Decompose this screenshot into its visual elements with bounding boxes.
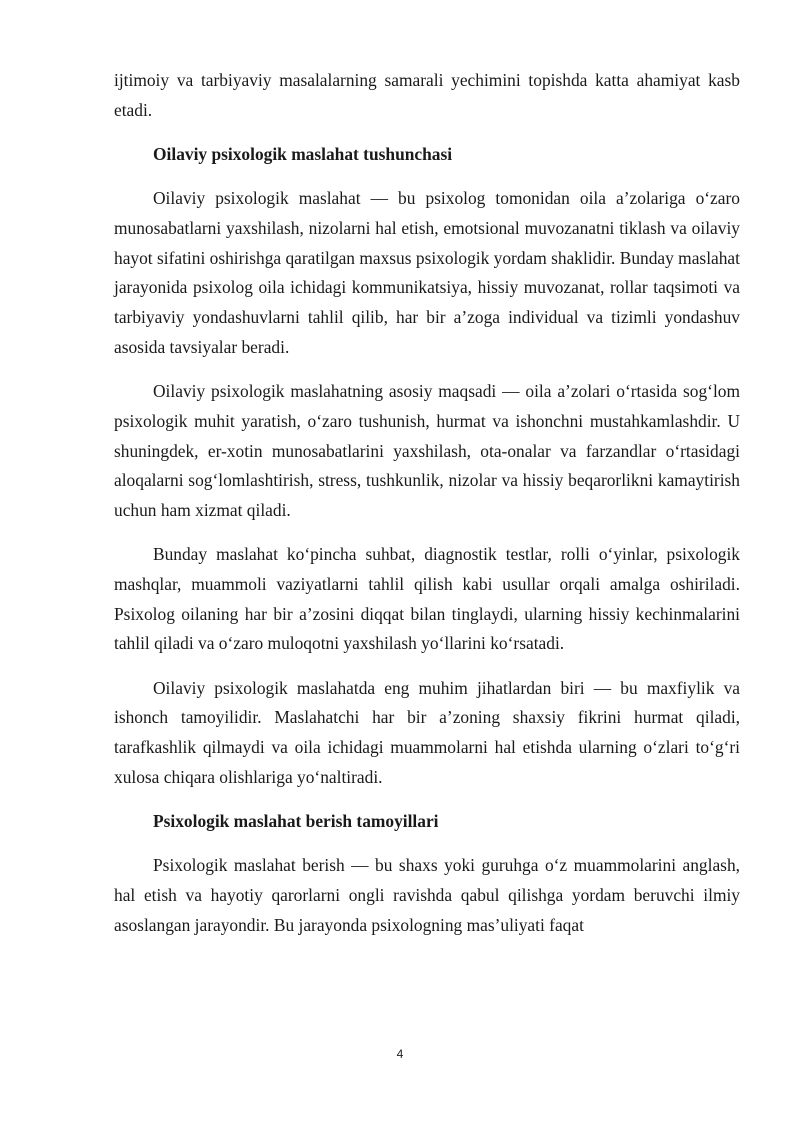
section-heading-family-counseling-concept: Oilaviy psixologik maslahat tushunchasi — [153, 144, 453, 164]
section-heading-counseling-principles: Psixologik maslahat berish tamoyillari — [153, 811, 439, 832]
continuation-paragraph: ijtimoiy va tarbiyaviy masalalarning samarali yechimini topishda katta ahamiyat kasb etadi. — [114, 70, 740, 120]
paragraph-counseling-definition: Psixologik maslahat berish — bu shaxs yoki guruhga o‘z muammolarini anglash, hal etish va hayotiy qarorlarni ongli ravishda qabul qilishga yordam beruvchi ilmiy asoslangan jarayondir. Bu jarayonda psixologning mas’uliyati faqat — [114, 855, 740, 935]
paragraph-main-goal: Oilaviy psixologik maslahatning asosiy maqsadi — oila a’zolari o‘rtasida sog‘lom psixologik muhit yaratish, o‘zaro tushunish, hurmat va ishonchni mustahkamlashdir. U shuningdek, er-xotin munosabatlarini yaxshilash, ota-onalar va farzandlar o‘rtasidagi aloqalarni sog‘lomlashtirish, stress, tushkunlik, nizolar va hissiy beqarorlikni kamaytirish uchun ham xizmat qiladi. — [114, 381, 740, 520]
paragraph-definition: Oilaviy psixologik maslahat — bu psixolog tomonidan oila a’zolariga o‘zaro munosabatlarni yaxshilash, nizolarni hal etish, emotsional muvozanatni tiklash va oilaviy hayot sifatini oshirishga qaratilgan maxsus psixologik yordam shaklidir. Bunday maslahat jarayonida psixolog oila ichidagi kommunikatsiya, hissiy muvozanat, rollar taqsimoti va tarbiyaviy yondashuvlarni tahlil qilib, har bir a’zoga individual va tizimli yondashuv asosida tavsiyalar beradi. — [114, 188, 740, 357]
document-page — [114, 66, 740, 955]
page-number: 4 — [396, 1047, 404, 1061]
paragraph-methods: Bunday maslahat ko‘pincha suhbat, diagnostik testlar, rolli o‘yinlar, psixologik mashqlar, muammoli vaziyatlarni tahlil qilish kabi usullar orqali amalga oshiriladi. Psixolog oilaning har bir a’zosini diqqat bilan tinglaydi, ularning hissiy kechinmalarini tahlil qiladi va o‘zaro muloqotni yaxshilash yo‘llarini ko‘rsatadi. — [114, 544, 740, 654]
paragraph-confidentiality: Oilaviy psixologik maslahatda eng muhim jihatlardan biri — bu maxfiylik va ishonch tamoyilidir. Maslahatchi har bir a’zoning shaxsiy fikrini hurmat qiladi, tarafkashlik qilmaydi va oila ichidagi muammolarni hal etishda ularning o‘zlari to‘g‘ri xulosa chiqara olishlariga yo‘naltiradi. — [114, 677, 740, 787]
